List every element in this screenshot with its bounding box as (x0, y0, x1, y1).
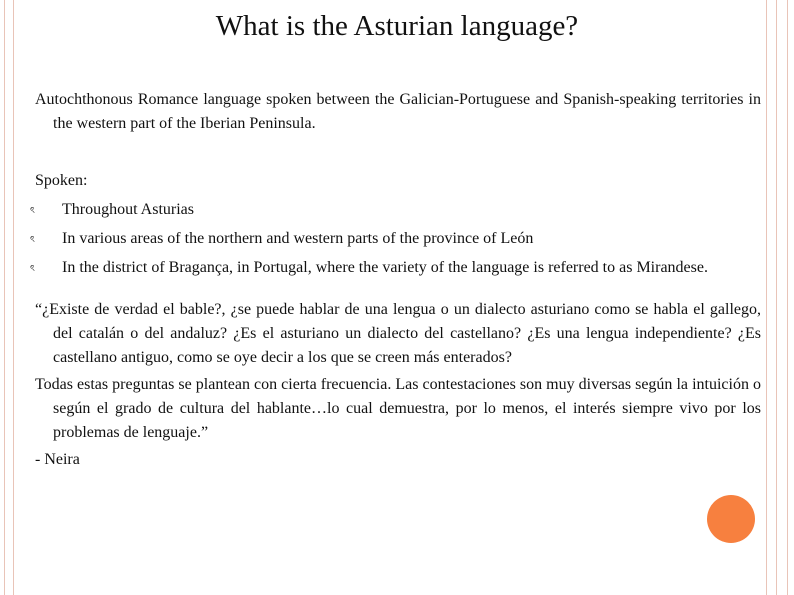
quote-paragraph-1: “¿Existe de verdad el bable?, ¿se puede hablar de una lengua o un dialecto asturiano como se habla el gallego, del catalán o del andaluz? ¿Es el asturiano un dialecto del castellano? ¿Es una lengua independiente? ¿Es castellano antiguo, como se oye decir a los que se creen más enterados? (35, 301, 761, 366)
list-item-text: Throughout Asturias (62, 201, 194, 218)
slide-body (30, 88, 761, 472)
quote-attribution: - Neira (35, 451, 80, 468)
list-item (30, 227, 761, 251)
bullet-icon: ৎ (30, 263, 35, 273)
left-frame-border (4, 0, 14, 595)
decorative-circle (707, 495, 755, 543)
list-item (30, 256, 761, 280)
spoken-list (30, 198, 761, 280)
bullet-icon: ৎ (30, 205, 35, 215)
right-frame-border (766, 0, 788, 595)
definition-paragraph: Autochthonous Romance language spoken between the Galician-Portuguese and Spanish-speaking territories in the western part of the Iberian Peninsula. (35, 91, 761, 132)
right-frame-inner-line (776, 0, 777, 595)
quote-paragraph-2: Todas estas preguntas se plantean con cierta frecuencia. Las contestaciones son muy diversas según la intuición o según el grado de cultura del hablante…lo cual demuestra, por lo menos, el interés siempre vivo por los problemas de lenguaje.” (35, 376, 761, 441)
slide-title: What is the Asturian language? (215, 10, 579, 42)
list-item-text: In the district of Bragança, in Portugal, where the variety of the language is referred to as Mirandese. (62, 259, 708, 276)
spoken-heading: Spoken: (35, 172, 88, 189)
list-item (30, 198, 761, 222)
list-item-text: In various areas of the northern and western parts of the province of León (62, 230, 534, 247)
bullet-icon: ৎ (30, 234, 35, 244)
